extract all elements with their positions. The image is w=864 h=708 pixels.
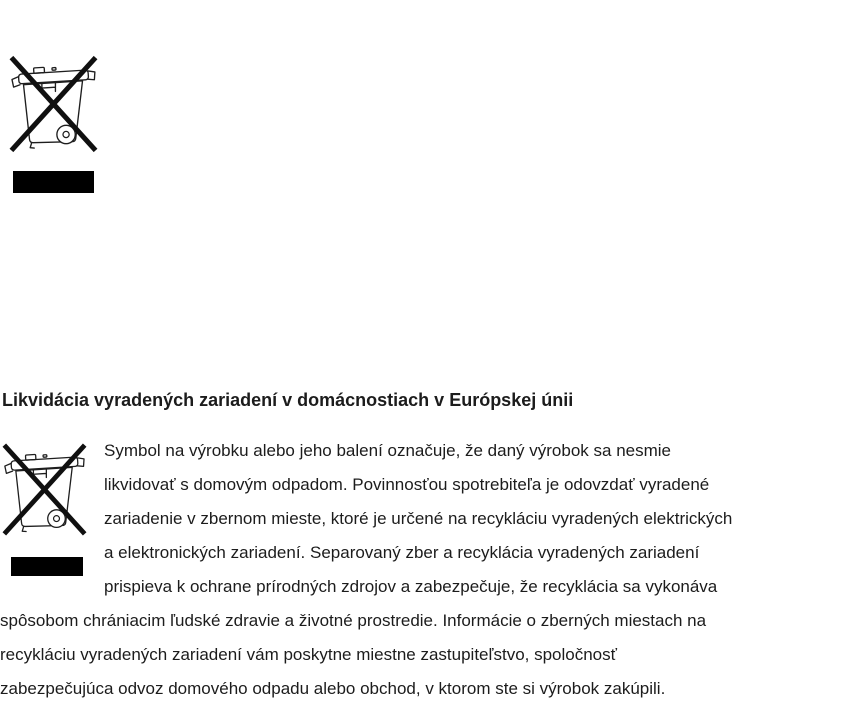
weee-symbol-large xyxy=(9,54,98,154)
paragraph-line: prispieva k ochrane prírodných zdrojov a zabezpečuje, že recyklácia sa vykonáva xyxy=(104,577,718,596)
paragraph-line: zabezpečujúca odvoz domového odpadu alebo obchod, v ktorom ste si výrobok zakúpili. xyxy=(0,679,666,698)
black-bar-large xyxy=(13,171,94,193)
paragraph-line: spôsobom chrániacim ľudské zdravie a životné prostredie. Informácie o zberných miestach na xyxy=(0,611,707,630)
paragraph-line: zariadenie v zbernom mieste, ktoré je určené na recykláciu vyradených elektrických xyxy=(104,509,733,528)
paragraph-line: recykláciu vyradených zariadení vám poskytne miestne zastupiteľstvo, spoločnosť xyxy=(0,645,618,664)
disposal-paragraph xyxy=(0,434,864,706)
paragraph-line: a elektronických zariadení. Separovaný zber a recyklácia vyradených zariadení xyxy=(104,543,700,562)
crossed-bin-icon xyxy=(9,54,98,154)
paragraph-line: likvidovať s domovým odpadom. Povinnosťou spotrebiteľa je odovzdať vyradené xyxy=(104,475,710,494)
section-heading: Likvidácia vyradených zariadení v domácnostiach v Európskej únii xyxy=(2,390,574,410)
paragraph-line: Symbol na výrobku alebo jeho balení označuje, že daný výrobok sa nesmie xyxy=(104,441,672,460)
